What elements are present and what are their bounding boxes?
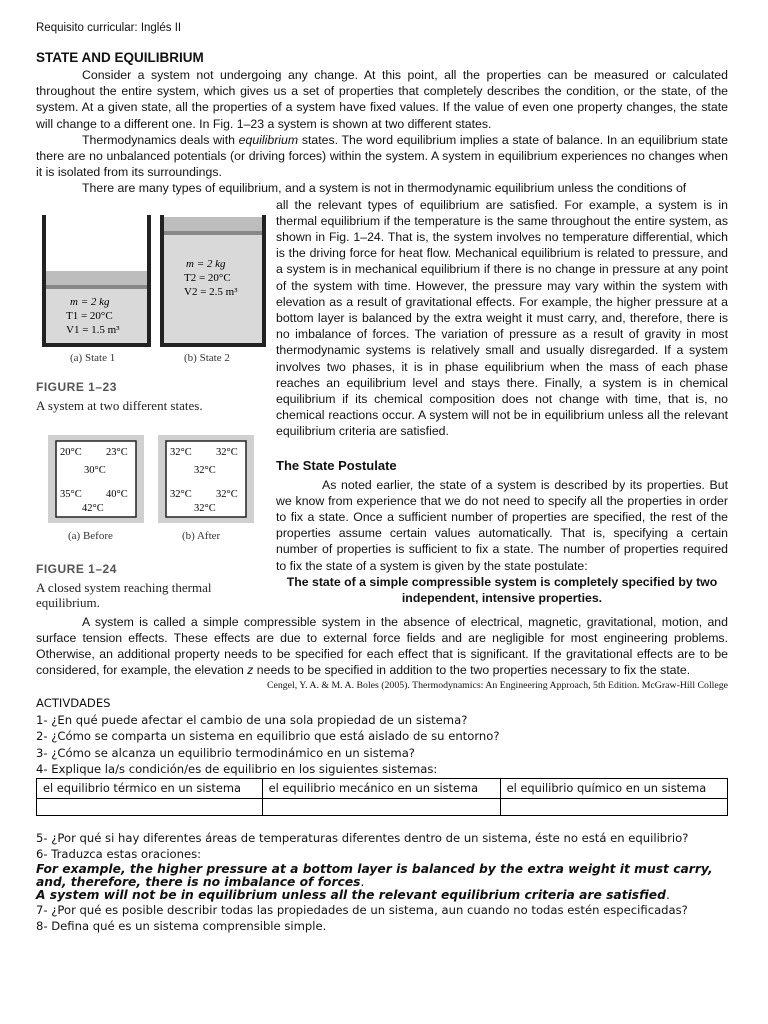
- figure-text-columns: [36, 197, 728, 610]
- before-t2: 23°C: [106, 446, 128, 458]
- state-1-cylinder: [42, 215, 151, 364]
- citation: Cengel, Y. A. & M. A. Boles (2005). Thermodynamics: An Engineering Approach, 5th Edition. McGraw-Hill College: [266, 680, 728, 692]
- state-postulate-statement: The state of a simple compressible system is completely specified by two independent, intensive properties.: [286, 574, 718, 605]
- before-t5: 40°C: [106, 488, 128, 500]
- table-header-cell: el equilibrio mecánico en un sistema: [262, 779, 500, 798]
- paragraph-1: Consider a system not undergoing any change. At this point, all the properties can be measured or calculated throughout the entire system, which gives us a set of properties that completely describes the condition, or the state, of the system. At a given state, all the properties of a system have fixed values. If the value of even one property changes, the state will change to a different one. In Fig. 1–23 a system is shown at two different states.: [36, 68, 728, 131]
- after-box: [158, 435, 254, 542]
- before-t4: 35°C: [60, 488, 82, 500]
- after-label: (b) After: [182, 529, 221, 542]
- state2-volume: V2 = 2.5 m³: [184, 285, 238, 298]
- paragraph-5: A system is called a simple compressible system in the absence of electrical, magnetic, gravitational, motion, and surface tension effects. These effects are due to external force fields and are negligible for most engineering problems. Otherwise, an additional property needs to be specified for each effect that is significant. If the gravitational effects are to be considered, for example, the elevation z needs to be specified in addition to the two properties necessary to fix the state.: [36, 614, 728, 678]
- before-t6: 42°C: [82, 502, 104, 514]
- answer-cell[interactable]: [500, 798, 727, 815]
- after-t1: 32°C: [170, 446, 192, 458]
- state-2-cylinder: [160, 215, 266, 364]
- table-header-cell: el equilibrio químico en un sistema: [500, 779, 727, 798]
- after-t5: 32°C: [216, 488, 238, 500]
- figure-1-24-diagram: [36, 435, 268, 553]
- question-2: 2- ¿Cómo se comparta un sistema en equilibrio que está aislado de su entorno?: [36, 729, 500, 744]
- paragraph-3-rest: all the relevant types of equilibrium are satisfied. For example, a system is in thermal equilibrium if the temperature is the same throughout the entire system, as shown in Fig. 1–24. That is, the system involves no temperature differential, which is the driving force for heat flow. Mechanical equilibrium is related to pressure, and a system is in mechanical equilibrium if there is no change in pressure at any point of the system with time. However, the pressure may vary within the system with elevation as a result of gravitational effects. For example, the higher pressure at a bottom layer is balanced by the extra weight it must carry, and, therefore, there is no imbalance of forces. The variation of pressure as a result of gravity in most thermodynamic systems is relatively small and usually disregarded. If a system involves two phases, it is in phase equilibrium when the mass of each phase reaches an equilibrium level and stays there. Finally, a system is in chemical equilibrium if its chemical composition does not change with time, that is, no chemical reactions occur. A system will not be in equilibrium unless all the relevant equilibrium criteria are satisfied.: [276, 197, 728, 439]
- state1-temp: T1 = 20°C: [66, 309, 113, 322]
- table-answer-row: [37, 798, 728, 815]
- question-6: 6- Traduzca estas oraciones:: [36, 847, 202, 862]
- translate-sentence-1: For example, the higher pressure at a bottom layer is balanced by the extra weight it must carry, and, therefore, there is no imbalance of forces.: [36, 861, 713, 889]
- figures-column: [36, 197, 268, 610]
- figure-1-23-caption: A system at two different states.: [36, 397, 203, 413]
- document-page: [36, 22, 728, 935]
- table-header-row: [37, 779, 728, 798]
- figure-1-23-title: FIGURE 1–23: [36, 379, 117, 394]
- activities-title: ACTIVDADES: [36, 696, 111, 711]
- state-postulate-heading: The State Postulate: [276, 457, 397, 473]
- before-label: (a) Before: [68, 529, 113, 542]
- after-t4: 32°C: [170, 488, 192, 500]
- table-header-cell: el equilibrio térmico en un sistema: [37, 779, 263, 798]
- after-t6: 32°C: [194, 502, 216, 514]
- state1-mass: m = 2 kg: [70, 295, 110, 308]
- before-t3: 30°C: [84, 464, 106, 476]
- translate-sentence-2: A system will not be in equilibrium unless all the relevant equilibrium criteria are satisfied.: [36, 887, 670, 902]
- question-5: 5- ¿Por qué si hay diferentes áreas de temperaturas diferentes dentro de un sistema, éste no está en equilibrio?: [36, 830, 689, 845]
- figure-1-23-diagram: [36, 207, 268, 367]
- figure-1-24-title: FIGURE 1–24: [36, 561, 117, 576]
- after-t2: 32°C: [216, 446, 238, 458]
- answer-cell[interactable]: [37, 798, 263, 815]
- text-column: [276, 197, 728, 610]
- question-1: 1- ¿En qué puede afectar el cambio de una sola propiedad de un sistema?: [36, 712, 468, 727]
- state1-label: (a) State 1: [70, 351, 116, 364]
- paragraph-4: As noted earlier, the state of a system is described by its properties. But we know from experience that we do not need to specify all the properties in order to fix a state. Once a sufficient number of properties are specified, the rest of the properties assume certain values automatically. That is, specifying a certain number of properties is sufficient to fix a state. The number of properties required to fix the state of a system is given by the state postulate:: [276, 477, 728, 573]
- state2-temp: T2 = 20°C: [184, 271, 231, 284]
- section-title: STATE AND EQUILIBRIUM: [36, 50, 204, 65]
- course-header: Requisito curricular: Inglés II: [36, 22, 182, 34]
- state2-mass: m = 2 kg: [186, 257, 226, 270]
- question-3: 3- ¿Cómo se alcanza un equilibrio termodinámico en un sistema?: [36, 745, 415, 760]
- question-8: 8- Defina qué es un sistema comprensible simple.: [36, 919, 327, 934]
- question-7: 7- ¿Por qué es posible describir todas las propiedades de un sistema, aun cuando no todas estén especificadas?: [36, 902, 688, 917]
- answer-cell[interactable]: [262, 798, 500, 815]
- paragraph-3-start: There are many types of equilibrium, and a system is not in thermodynamic equilibrium unless the conditions of: [82, 181, 687, 196]
- figure-1-24-caption: A closed system reaching thermal equilibrium.: [36, 579, 212, 610]
- question-4: 4- Explique la/s condición/es de equilibrio en los siguientes sistemas:: [36, 762, 438, 777]
- state1-volume: V1 = 1.5 m³: [66, 323, 120, 336]
- activities-section: [36, 695, 728, 934]
- before-box: [48, 435, 144, 542]
- before-t1: 20°C: [60, 446, 82, 458]
- state2-label: (b) State 2: [184, 351, 230, 364]
- equilibrium-table: [36, 778, 728, 815]
- after-t3: 32°C: [194, 464, 216, 476]
- paragraph-2: Thermodynamics deals with equilibrium states. The word equilibrium implies a state of balance. In an equilibrium state there are no unbalanced potentials (or driving forces) within the system. A system in equilibrium experiences no changes when it is isolated from its surroundings.: [36, 132, 728, 180]
